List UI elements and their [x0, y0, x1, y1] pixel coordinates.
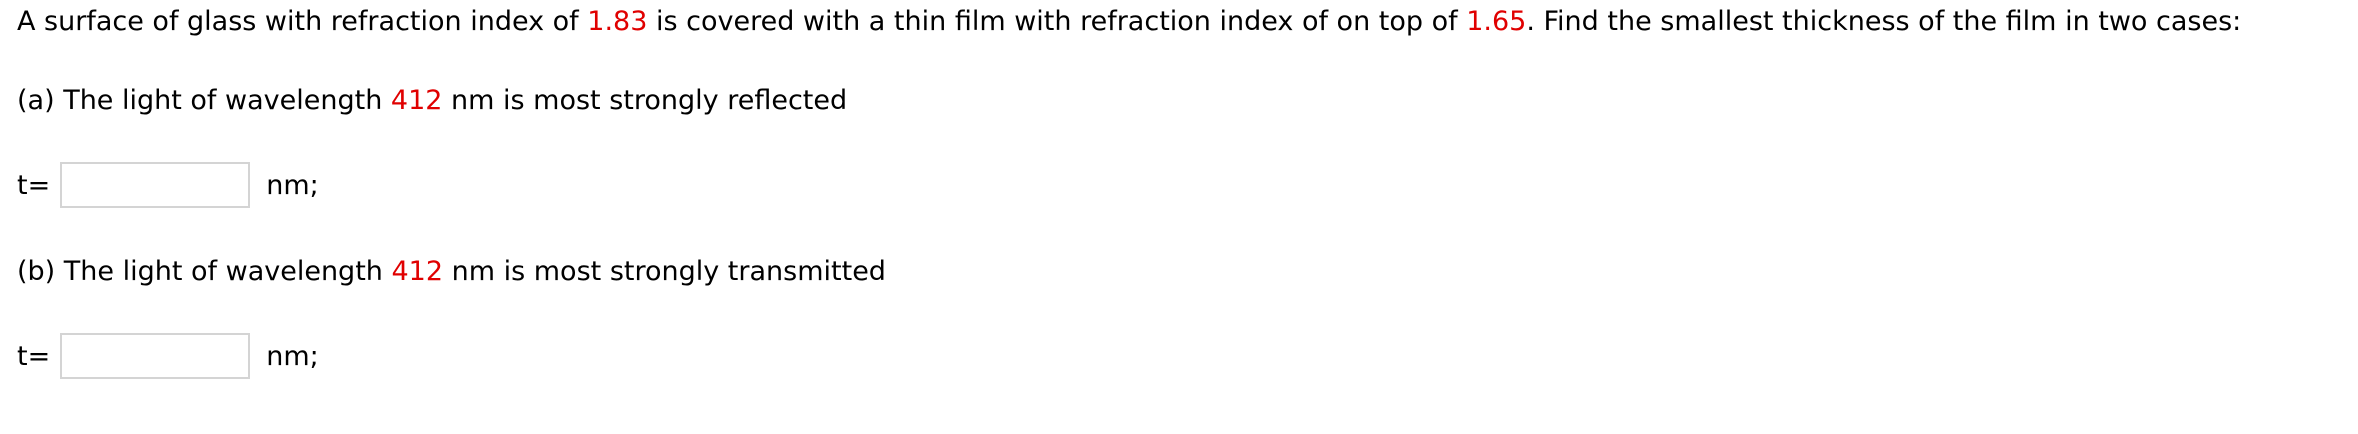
part-b-answer-row: [17, 333, 319, 379]
part-b-prefix: (b) The light of wavelength: [17, 256, 392, 287]
part-a-suffix: nm is most strongly reflected: [442, 85, 848, 116]
part-a-unit: nm;: [266, 169, 319, 201]
part-a-wavelength: 412: [390, 85, 443, 116]
glass-index-value: 1.83: [587, 6, 648, 37]
part-b-unit: nm;: [266, 340, 319, 372]
part-a-prefix: (a) The light of wavelength: [17, 85, 391, 116]
part-b-question: [17, 252, 886, 292]
film-index-value: 1.65: [1466, 6, 1527, 37]
part-b-answer-label: t=: [17, 340, 51, 372]
part-b-suffix: nm is most strongly transmitted: [443, 256, 886, 287]
part-a-thickness-input[interactable]: [60, 162, 250, 208]
intro-text-2: is covered with a thin film with refraction index of on top of: [647, 6, 1467, 37]
part-a-answer-label: t=: [17, 169, 51, 201]
part-a-answer-row: [17, 162, 319, 208]
part-b-thickness-input[interactable]: [60, 333, 250, 379]
part-b-wavelength: 412: [391, 256, 444, 287]
part-a-question: [17, 81, 847, 121]
problem-statement: [17, 2, 2241, 42]
intro-text-1: A surface of glass with refraction index of: [17, 6, 588, 37]
intro-text-3: . Find the smallest thickness of the film in two cases:: [1526, 6, 2242, 37]
